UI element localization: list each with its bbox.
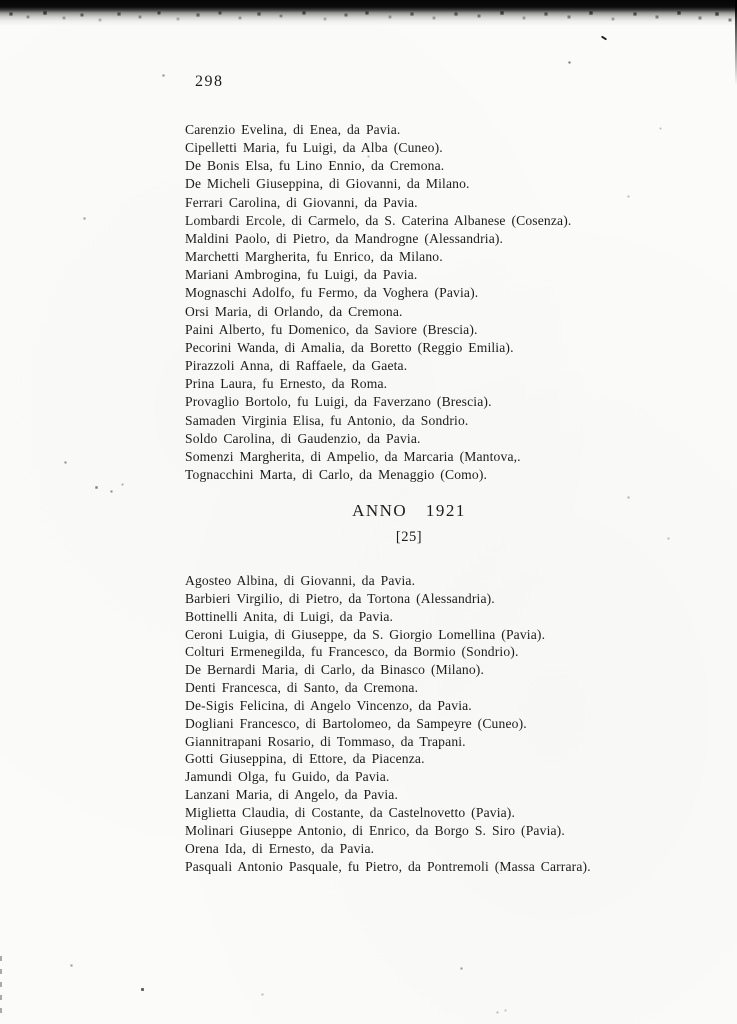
- register-entry: Colturi Ermenegilda, fu Francesco, da Bormio (Sondrio).: [185, 644, 519, 660]
- register-entry: Agosteo Albina, di Giovanni, da Pavia.: [185, 573, 416, 588]
- register-entry: Pirazzoli Anna, di Raffaele, da Gaeta.: [185, 358, 408, 374]
- register-entry: Denti Francesca, di Santo, da Cremona.: [185, 680, 419, 696]
- register-entry: Ferrari Carolina, di Giovanni, da Pavia.: [185, 194, 418, 210]
- scan-edge-artifact-top: [0, 0, 737, 26]
- register-entry: Cipelletti Maria, fu Luigi, da Alba (Cuneo).: [185, 140, 443, 156]
- register-entry: Paini Alberto, fu Domenico, da Saviore (Brescia).: [185, 321, 478, 337]
- register-entry: Giannitrapani Rosario, di Tommaso, da Trapani.: [185, 733, 466, 749]
- section-heading: ANNO 1921: [352, 501, 466, 520]
- register-entry: Dogliani Francesco, di Bartolomeo, da Sampeyre (Cuneo).: [185, 715, 527, 731]
- register-entry: Soldo Carolina, di Gaudenzio, da Pavia.: [185, 430, 421, 446]
- page-number: 298: [195, 73, 224, 90]
- register-entry: Samaden Virginia Elisa, fu Antonio, da Sondrio.: [185, 412, 469, 428]
- register-entry: Gotti Giuseppina, di Ettore, da Piacenza.: [185, 751, 425, 767]
- register-entry: Mariani Ambrogina, fu Luigi, da Pavia.: [185, 267, 418, 283]
- register-entry: Prina Laura, fu Ernesto, da Roma.: [185, 376, 388, 392]
- register-entry: Mognaschi Adolfo, fu Fermo, da Voghera (Pavia).: [185, 285, 479, 301]
- register-entry: Somenzi Margherita, di Ampelio, da Marcaria (Mantova,.: [185, 448, 521, 464]
- section-count-bracket: [25]: [395, 529, 423, 545]
- register-entry: Pecorini Wanda, di Amalia, da Boretto (Reggio Emilia).: [185, 339, 514, 355]
- register-entry: Orena Ida, di Ernesto, da Pavia.: [185, 840, 375, 856]
- register-entry: Ceroni Luigia, di Giuseppe, da S. Giorgio Lomellina (Pavia).: [185, 626, 546, 642]
- register-entry: Bottinelli Anita, di Luigi, da Pavia.: [185, 608, 394, 624]
- register-entry: Barbieri Virgilio, di Pietro, da Tortona (Alessandria).: [185, 590, 495, 606]
- register-entry: Lombardi Ercole, di Carmelo, da S. Caterina Albanese (Cosenza).: [185, 212, 572, 228]
- scan-edge-artifact-left-bottom: [0, 956, 2, 1018]
- register-entry: Carenzio Evelina, di Enea, da Pavia.: [185, 122, 401, 137]
- scan-speckles: [0, 0, 1, 1]
- register-entry: Molinari Giuseppe Antonio, di Enrico, da Borgo S. Siro (Pavia).: [185, 822, 565, 838]
- register-entry: De Bonis Elsa, fu Lino Ennio, da Cremona.: [185, 158, 445, 174]
- register-entry: De Bernardi Maria, di Carlo, da Binasco (Milano).: [185, 662, 485, 678]
- register-entry: Maldini Paolo, di Pietro, da Mandrogne (Alessandria).: [185, 230, 504, 246]
- register-entry: Miglietta Claudia, di Costante, da Castelnovetto (Pavia).: [185, 804, 516, 820]
- register-list-anno-1921: [185, 572, 655, 875]
- register-entry: De Micheli Giuseppina, di Giovanni, da Milano.: [185, 176, 470, 192]
- register-entry: Pasquali Antonio Pasquale, fu Pietro, da Pontremoli (Massa Carrara).: [185, 858, 591, 874]
- scan-tick-mark: [601, 36, 607, 41]
- register-list-previous-section: [185, 121, 655, 484]
- register-entry: Jamundi Olga, fu Guido, da Pavia.: [185, 769, 390, 785]
- register-entry: Orsi Maria, di Orlando, da Cremona.: [185, 303, 403, 319]
- register-entry: Marchetti Margherita, fu Enrico, da Milano.: [185, 249, 443, 265]
- register-entry: Provaglio Bortolo, fu Luigi, da Faverzano (Brescia).: [185, 394, 492, 410]
- register-entry: De-Sigis Felicina, di Angelo Vincenzo, da Pavia.: [185, 697, 472, 713]
- register-entry: Tognacchini Marta, di Carlo, da Menaggio (Como).: [185, 466, 488, 482]
- register-entry: Lanzani Maria, di Angelo, da Pavia.: [185, 787, 399, 803]
